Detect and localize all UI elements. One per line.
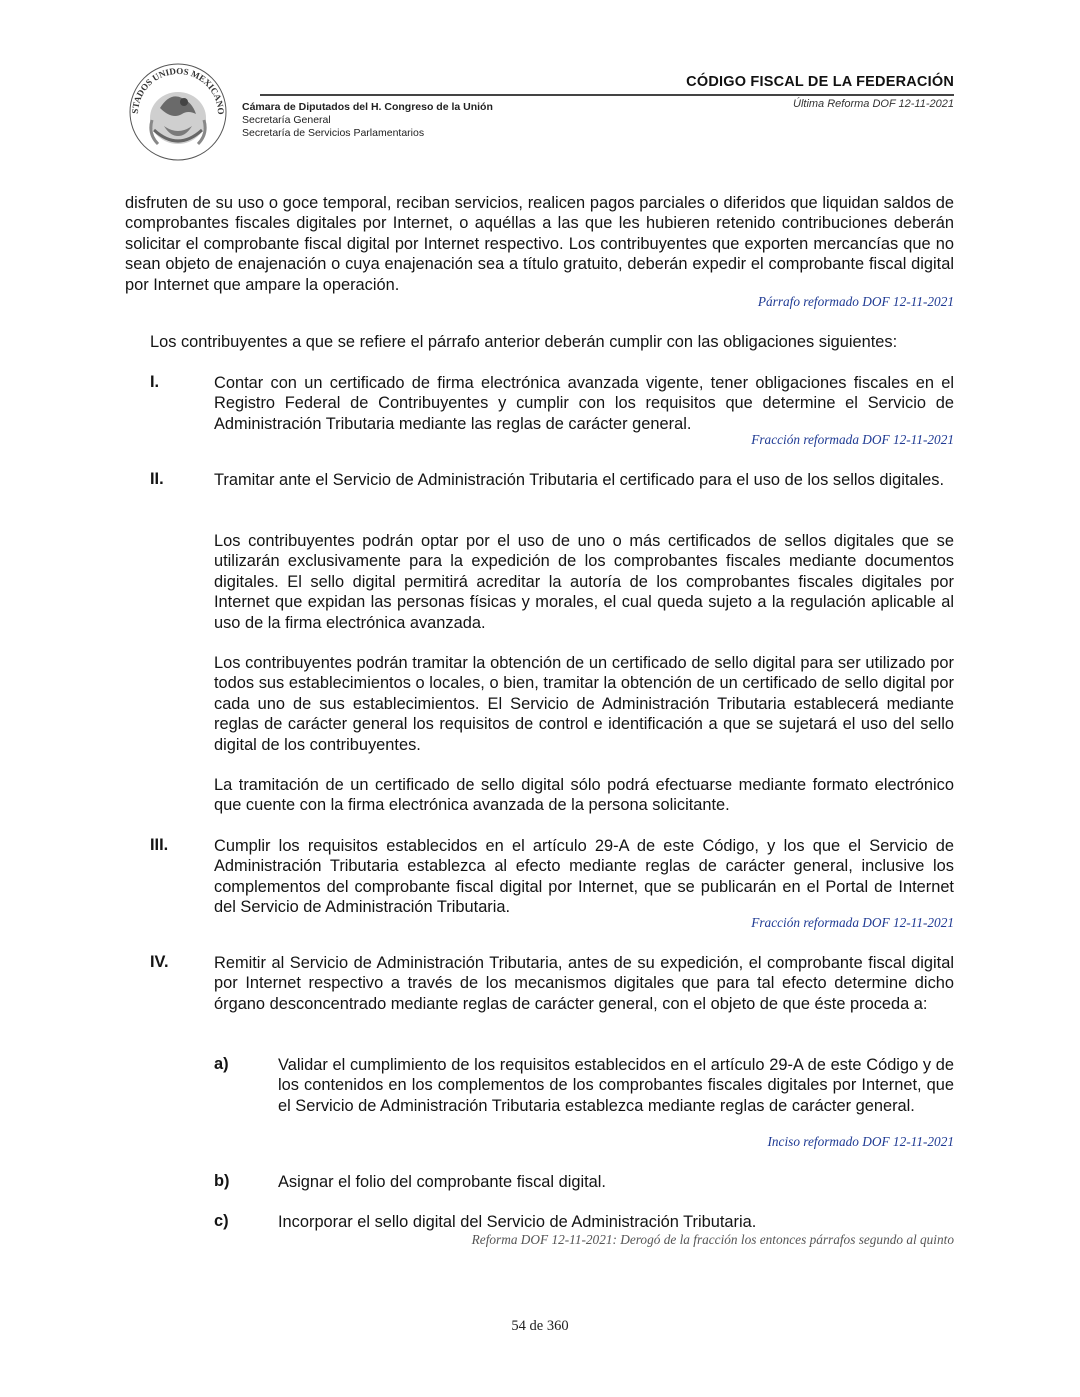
item-a-text: Validar el cumplimiento de los requisitos establecidos en el artículo 29-A de este Código y de los contenidos en los complementos de los comprobantes fiscales digitales por Internet, que el Servicio de Administración Tributaria establezca mediante reglas de carácter general.	[278, 1056, 954, 1115]
item-a-reform-note: Inciso reformado DOF 12-11-2021	[767, 1134, 954, 1149]
services-name: Secretaría de Servicios Parlamentarios	[242, 127, 425, 139]
fraction-iv-number: IV.	[150, 953, 169, 971]
obligations-lead: Los contribuyentes a que se refiere el párrafo anterior deberán cumplir con las obligaciones siguientes:	[150, 333, 898, 351]
fraction-ii-paragraph-3: Los contribuyentes podrán tramitar la obtención de un certificado de sello digital para ser utilizado por todos sus establecimientos o locales, o bien, tramitar la obtención de un certificado de sello digital por cada uno de sus establecimientos. El Servicio de Administración Tributaria establecerá mediante reglas de carácter general los requisitos de control e identificación a que se sujetará el uso del sello digital de los contribuyentes.	[214, 654, 954, 754]
chamber-name: Cámara de Diputados del H. Congreso de la Unión	[242, 101, 493, 113]
header-rule	[260, 94, 954, 96]
fraction-i-text: Contar con un certificado de firma electrónica avanzada vigente, tener obligaciones fiscales en el Registro Federal de Contribuyentes y cumplir con los requisitos que determine el Servicio de Administración Tributaria mediante las reglas de carácter general.	[214, 374, 954, 433]
item-c-label: c)	[214, 1212, 229, 1230]
fraction-iii-text: Cumplir los requisitos establecidos en el artículo 29-A de este Código, y los que el Servicio de Administración Tributaria establezca al efecto mediante reglas de carácter general, inclusive los complementos del comprobante fiscal digital por Internet, que se publicarán en el Portal de Internet del Servicio de Administración Tributaria.	[214, 837, 954, 917]
code-title: CÓDIGO FISCAL DE LA FEDERACIÓN	[686, 74, 954, 90]
fraction-ii-text: Tramitar ante el Servicio de Administración Tributaria el certificado para el uso de los sellos digitales.	[214, 471, 945, 489]
item-c-text: Incorporar el sello digital del Servicio de Administración Tributaria.	[278, 1213, 757, 1231]
code-header	[554, 74, 954, 110]
fraction-i-number: I.	[150, 373, 160, 391]
fraction-iii-number: III.	[150, 836, 169, 854]
svg-text:ESTADOS UNIDOS MEXICANOS: STADOS UNIDOS MEXICANO	[129, 65, 227, 115]
fraction-ii-number: II.	[150, 470, 164, 488]
item-c-reform-note: Reforma DOF 12-11-2021: Derogó de la fracción los entonces párrafos segundo al quinto	[471, 1232, 954, 1247]
page-number: 54 de 360	[511, 1318, 569, 1334]
last-reform: Última Reforma DOF 12-11-2021	[793, 98, 954, 110]
fraction-ii-paragraph-4: La tramitación de un certificado de sello digital sólo podrá efectuarse mediante formato electrónico que cuente con la firma electrónica avanzada de la persona solicitante.	[214, 776, 954, 815]
item-b-text: Asignar el folio del comprobante fiscal digital.	[278, 1173, 606, 1191]
intro-reform-note: Párrafo reformado DOF 12-11-2021	[757, 294, 954, 309]
chamber-header	[242, 101, 493, 140]
secretariat-name: Secretaría General	[242, 114, 331, 126]
item-a-label: a)	[214, 1055, 229, 1073]
fraction-iii-reform-note: Fracción reformada DOF 12-11-2021	[751, 915, 954, 930]
fraction-i-reform-note: Fracción reformada DOF 12-11-2021	[751, 432, 954, 447]
fraction-iv-text: Remitir al Servicio de Administración Tributaria, antes de su expedición, el comprobante fiscal digital por Internet respectivo a través de los mecanismos digitales que para tal efecto determine dicho órgano desconcentrado mediante reglas de carácter general, con el objeto de que éste proceda a:	[214, 954, 954, 1013]
intro-paragraph: disfruten de su uso o goce temporal, reciban servicios, realicen pagos parciales o diferidos que liquidan saldos de comprobantes fiscales digitales por Internet, o aquéllas a las que les hubieren retenido contribuciones deberán solicitar el comprobante fiscal digital por Internet respectivo. Los contribuyentes que exporten mercancías que no sean objeto de enajenación o cuya enajenación sea a título gratuito, deberán expedir el comprobante fiscal digital por Internet que ampare la operación.	[125, 194, 954, 294]
fraction-ii-paragraph-2: Los contribuyentes podrán optar por el uso de uno o más certificados de sellos digitales que se utilizarán exclusivamente para la expedición de los comprobantes fiscales mediante documentos digitales. El sello digital permitirá acreditar la autoría de los comprobantes fiscales digitales por Internet que expidan las personas físicas y morales, el cual queda sujeto a la regulación aplicable al uso de la firma electrónica avanzada.	[214, 532, 954, 632]
national-seal-logo	[124, 58, 232, 162]
item-b-label: b)	[214, 1172, 230, 1190]
